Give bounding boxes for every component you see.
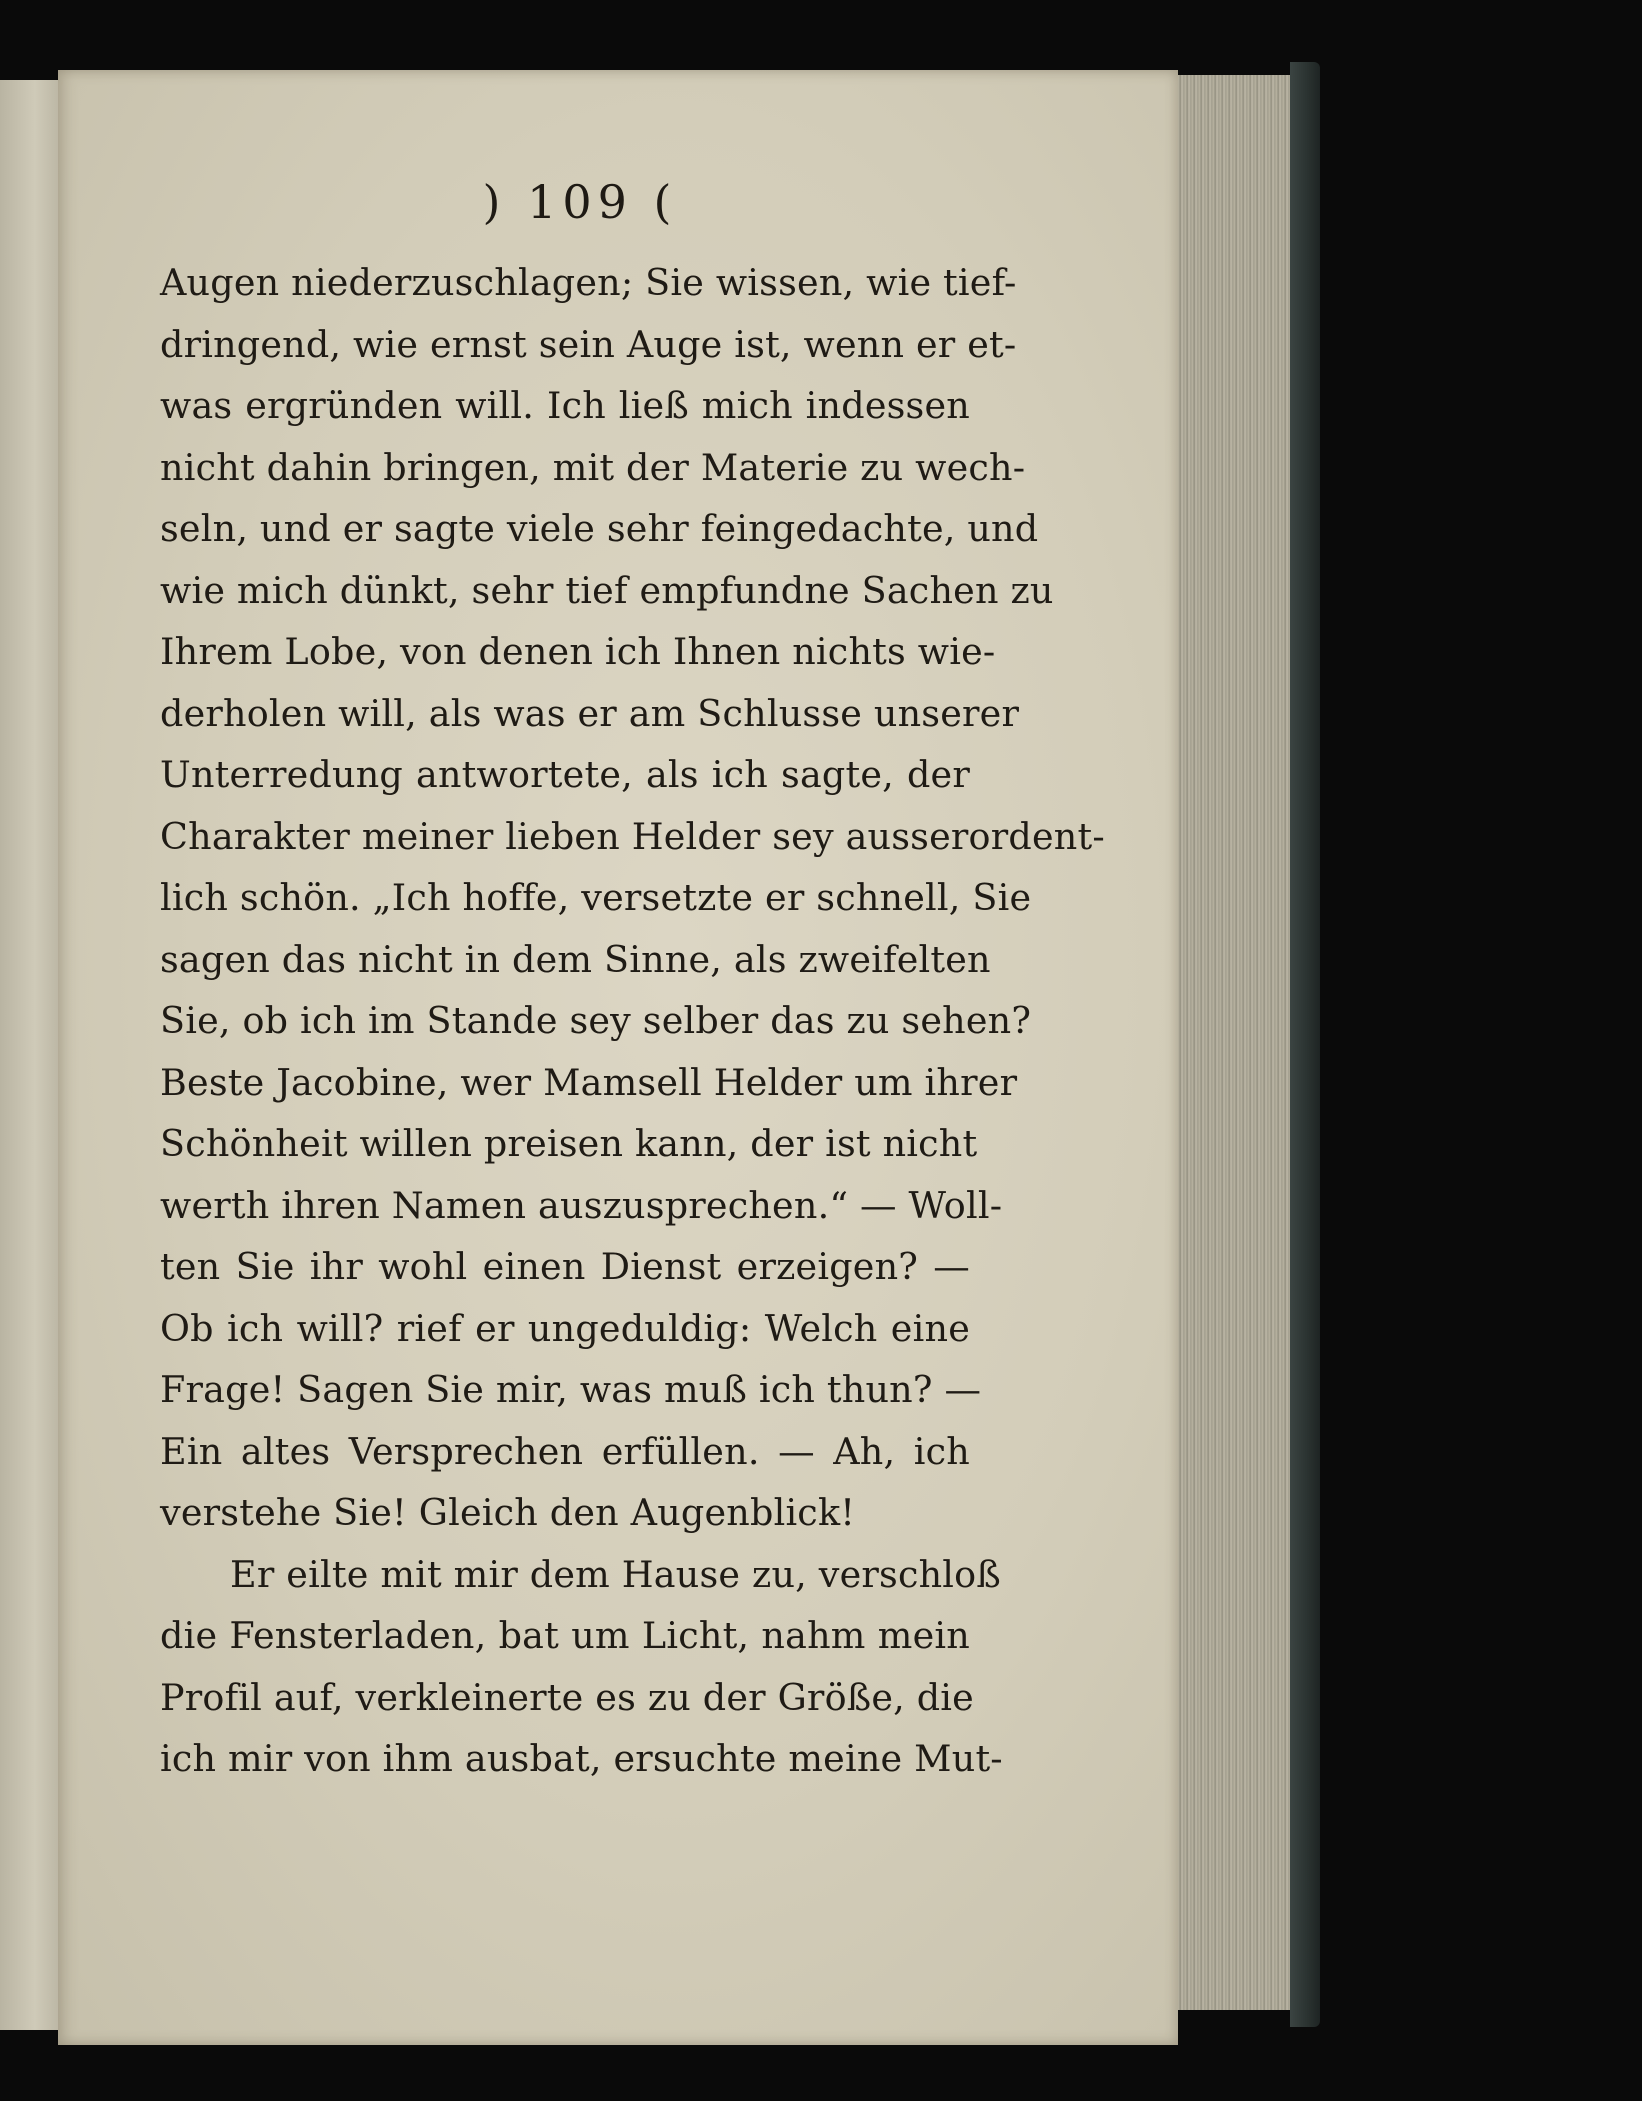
text-line: lich schön. „Ich hoffe, versetzte er schnell, Sie xyxy=(160,876,1032,919)
text-line: derholen will, als was er am Schlusse unserer xyxy=(160,691,1020,735)
text-line: Ein altes Versprechen erfüllen. — Ah, ich xyxy=(160,1429,970,1473)
book-cover-edge xyxy=(1290,62,1320,2027)
text-line: die Fensterladen, bat um Licht, nahm mein xyxy=(160,1614,970,1657)
previous-page-edge xyxy=(0,80,60,2030)
text-line: Frage! Sagen Sie mir, was muß ich thun? — xyxy=(160,1368,982,1411)
text-line: dringend, wie ernst sein Auge ist, wenn er et- xyxy=(160,322,1017,366)
text-line: sagen das nicht in dem Sinne, als zweifelten xyxy=(160,937,991,981)
text-line: nicht dahin bringen, mit der Materie zu wech- xyxy=(160,445,1026,489)
text-line: Augen niederzuschlagen; Sie wissen, wie tief- xyxy=(160,261,1017,304)
text-line: seln, und er sagte viele sehr feingedachte, und xyxy=(160,507,1039,550)
text-line: Sie, ob ich im Stande sey selber das zu sehen? xyxy=(160,999,1032,1042)
text-line: was ergründen will. Ich ließ mich indessen xyxy=(160,384,970,427)
text-line: Ihrem Lobe, von denen ich Ihnen nichts wie- xyxy=(160,630,996,673)
text-line: Unterredung antwortete, als ich sagte, der xyxy=(160,753,970,796)
text-line: Schönheit willen preisen kann, der ist nicht xyxy=(160,1122,978,1165)
text-line: ten Sie ihr wohl einen Dienst erzeigen? — xyxy=(160,1245,970,1288)
page-stack-edges xyxy=(1175,75,1297,2010)
text-line: wie mich dünkt, sehr tief empfundne Sachen zu xyxy=(160,568,1054,612)
text-line: Charakter meiner lieben Helder sey ausserordent- xyxy=(160,814,1105,858)
page-number: ) 109 ( xyxy=(482,175,678,229)
text-line: Ob ich will? rief er ungeduldig: Welch eine xyxy=(160,1306,970,1350)
text-line: ich mir von ihm ausbat, ersuchte meine Mut- xyxy=(160,1737,1003,1780)
page-text xyxy=(160,252,1105,1790)
text-line: verstehe Sie! Gleich den Augenblick! xyxy=(160,1491,856,1534)
text-line: Beste Jacobine, wer Mamsell Helder um ihrer xyxy=(160,1060,1018,1104)
text-line: Profil auf, verkleinerte es zu der Größe, die xyxy=(160,1675,974,1719)
text-line: Er eilte mit mir dem Hause zu, verschloß xyxy=(230,1552,1001,1596)
text-line: werth ihren Namen auszusprechen.“ — Woll- xyxy=(160,1183,1003,1227)
